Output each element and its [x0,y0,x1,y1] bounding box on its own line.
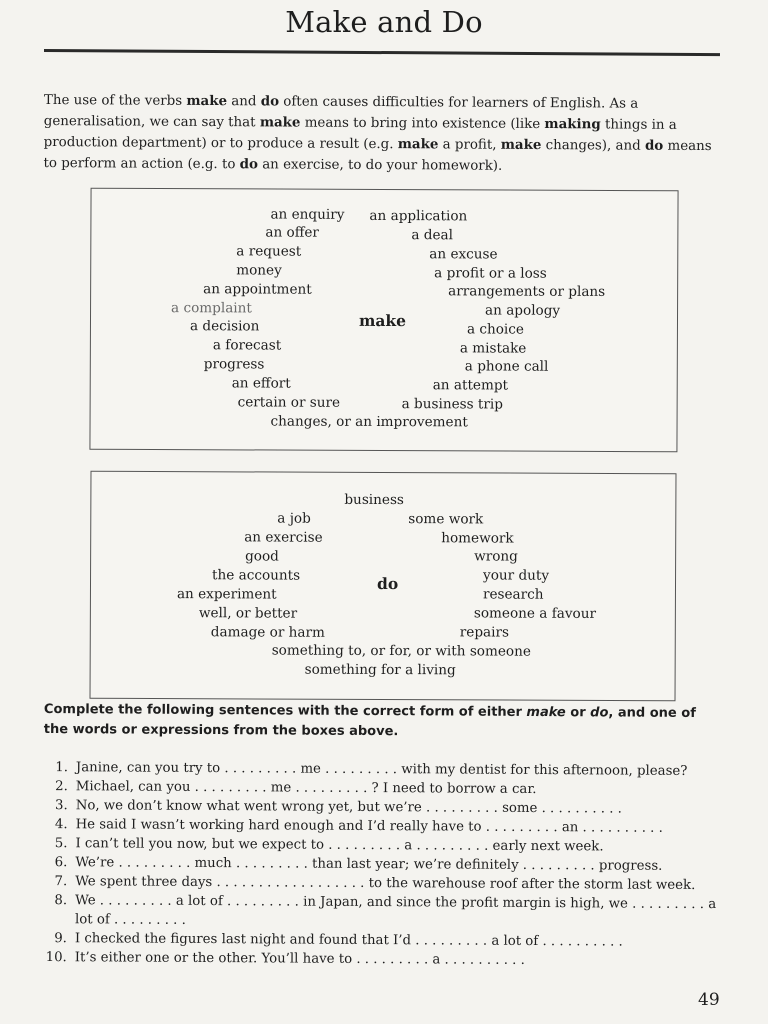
do-word: something for a living [304,661,456,679]
sentence-text: He said I wasn’t working hard enough and I’d really have to . . . . . . . . . an . . . . . . . . . . [75,817,663,836]
sentence-number: 10. [45,950,67,966]
make-word: changes, or an improvement [270,413,468,431]
sentence-text: We . . . . . . . . . a lot of . . . . . . . . . in Japan, and since the profit margin is high, we . . . . . . . . . a lot of . . . . . . . . . [74,893,717,928]
intro-bold-do: do [239,156,259,173]
do-word: business [344,491,404,509]
intro-text: a profit, [438,137,501,153]
sentence-text: It’s either one or the other. You’ll have to . . . . . . . . . a . . . . . . . . . . [74,950,525,968]
exercise-sentence [43,948,723,971]
do-word: the accounts [212,567,301,584]
make-collocations-box [89,188,678,453]
instructions-text: Complete the following sentences with the correct form of either [43,701,527,720]
sentence-number: 7. [54,874,68,890]
make-word: a choice [466,321,524,338]
instructions-verb-make: make [526,704,566,721]
sentence-number: 6. [54,855,68,871]
do-word: homework [441,530,514,547]
do-word: some work [408,511,484,528]
intro-bold-making: making [544,116,601,133]
make-word: an excuse [429,246,498,263]
make-word: an application [369,207,468,225]
page-number: 49 [698,990,720,1010]
do-verb-label: do [376,573,399,594]
intro-bold-do: do [260,93,280,110]
exercise-sentence-list [43,758,724,971]
intro-text: and [227,94,261,110]
make-word: an attempt [432,377,509,394]
make-word: a business trip [401,396,503,413]
intro-bold-make: make [259,114,301,131]
do-word: damage or harm [210,624,325,641]
make-word: a complaint [171,300,252,317]
intro-text: things in a production department) or to produce a result (e.g. [43,117,677,153]
do-word: research [482,586,544,603]
make-word: arrangements or plans [448,283,606,300]
make-verb-label: make [358,310,407,331]
make-word: a decision [189,318,260,335]
intro-text: The use of the verbs [43,92,187,109]
do-collocations-box [90,471,677,702]
make-word: a phone call [464,358,549,375]
sentence-number: 5. [54,836,68,852]
sentence-text: I checked the figures last night and found that I’d . . . . . . . . . a lot of . . . . . . . . . . [74,931,623,950]
title-rule [44,49,720,56]
make-word: an effort [231,375,291,392]
exercise-instructions [44,700,724,744]
make-word: money [236,262,282,279]
sentence-number: 9. [54,931,67,947]
intro-bold-make: make [500,136,542,154]
make-word: a request [236,243,302,260]
make-word: progress [203,356,265,373]
instructions-verb-do: do [590,705,609,721]
sentence-number: 8. [54,893,68,909]
make-word: a profit or a loss [434,265,547,282]
intro-paragraph [43,90,722,178]
make-word: an offer [265,224,319,241]
do-word: your duty [483,567,550,584]
sentence-number: 4. [54,817,68,833]
sentence-text: Michael, can you . . . . . . . . . me . . . . . . . . . ? I need to borrow a car. [75,779,537,798]
instructions-text: or [565,705,591,721]
intro-bold-do: do [644,137,664,154]
sentence-text: We spent three days . . . . . . . . . . . . . . . . . . to the warehouse roof after the storm last week. [75,874,696,893]
exercise-sentence [43,891,723,933]
make-word: certain or sure [237,394,341,411]
instructions-text: , and one of the words or expressions from the boxes above. [43,705,696,740]
intro-text: an exercise, to do your homework). [257,157,503,174]
make-word: an appointment [203,281,312,298]
make-word: a deal [411,227,454,244]
intro-text: changes), and [541,138,646,154]
intro-bold-make: make [186,92,228,110]
do-word: good [245,548,279,565]
make-word: a mistake [459,340,527,357]
sentence-number: 2. [55,779,68,795]
do-word: an experiment [176,586,277,603]
do-word: a job [277,510,311,527]
sentence-text: No, we don’t know what went wrong yet, but we’re . . . . . . . . . some . . . . . . . . . . [75,798,622,817]
sentence-text: We’re . . . . . . . . . much . . . . . . . . . than last year; we’re definitely . . . . . . . . . progress. [75,855,663,874]
sentence-number: 3. [54,798,68,814]
intro-text: means to bring into existence (like [300,115,545,133]
page-title: Make and Do [285,5,483,39]
sentence-text: I can’t tell you now, but we expect to . . . . . . . . . a . . . . . . . . . early next week. [75,836,604,855]
make-word: a forecast [212,337,282,354]
do-word: well, or better [198,605,298,622]
intro-text: often causes difficulties for learners of English. As a generalisation, we can say that [43,94,639,131]
intro-bold-make: make [397,136,439,153]
do-word: an exercise [244,529,323,546]
make-word: an enquiry [270,206,345,223]
do-word: something to, or for, or with someone [271,642,531,660]
sentence-number: 1. [55,760,68,776]
make-word: an apology [485,302,561,319]
do-word: wrong [474,548,518,565]
intro-text: means to perform an action (e.g. to [43,138,712,173]
sentence-text: Janine, can you try to . . . . . . . . . me . . . . . . . . . with my dentist for this afternoon, please? [75,760,688,779]
do-word: repairs [459,624,510,641]
do-word: someone a favour [473,605,597,622]
